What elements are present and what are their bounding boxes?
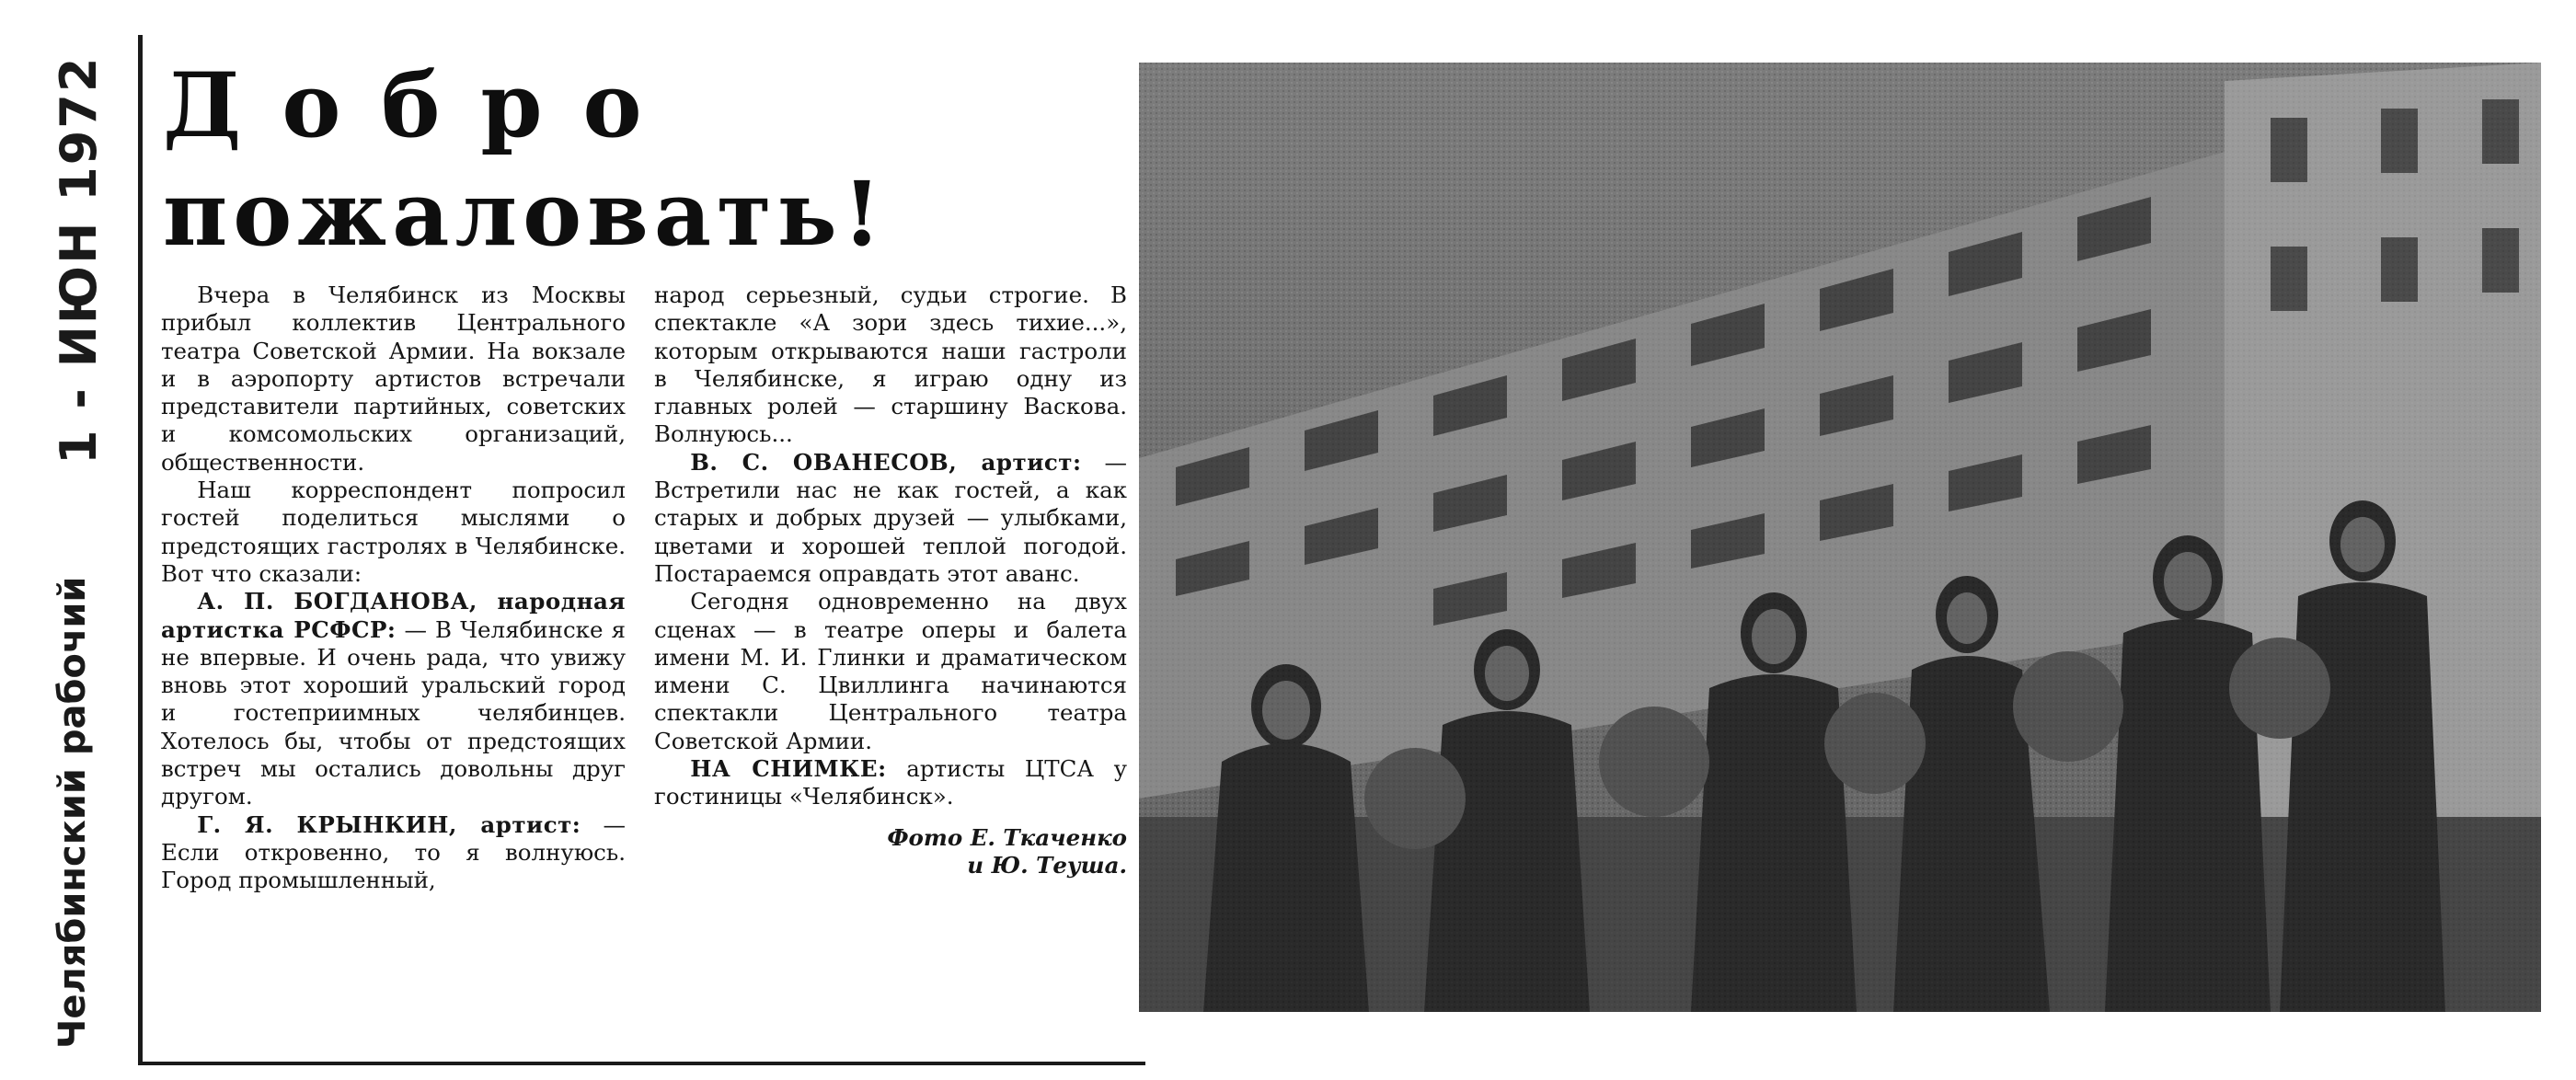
stamp-newspaper-name: Челябинский рабочий — [52, 576, 94, 1049]
caption-text: артисты ЦТСА у гостиницы «Челябинск». — [654, 755, 1127, 810]
quote-ovanesov — [654, 449, 1127, 588]
caption-label: НА СНИМКЕ: — [690, 755, 887, 783]
photo-credit — [654, 824, 1127, 880]
quote-bogdanova — [161, 588, 626, 810]
article-column-2 — [654, 281, 1127, 879]
speech-krynkin-continued: народ серьезный, судьи строгие. В спектакле «А зори здесь тихие...», которым открываются наши гастроли в Челябинске, я играю одну из главных ролей — старшину Васкова. Волнуюсь... — [654, 281, 1127, 448]
correspondent-paragraph: Наш корреспондент попросил гостей поделиться мыслями о предстоящих гастролях в Челябинске. Вот что сказали: — [161, 477, 626, 587]
performances-paragraph: Сегодня одновременно на двух сценах — в театре оперы и балета имени М. И. Глинки и драматическом имени С. Цвиллинга начинаются спектакли Центрального театра Советской Армии. — [654, 588, 1127, 754]
credit-line-2: и Ю. Теуша. — [967, 851, 1127, 879]
speaker-bogdanova: А. П. БОГДАНОВА, народная артистка РСФСР: — [161, 588, 626, 643]
headline-line-2: пожаловать! — [163, 162, 887, 266]
photograph-artists-at-hotel — [1139, 63, 2541, 1012]
article-column-1 — [161, 281, 626, 895]
archive-stamp — [37, 55, 129, 1049]
headline-line-1: Добро — [163, 53, 683, 157]
quote-krynkin — [161, 811, 626, 895]
headline — [163, 52, 1138, 269]
stamp-date: 1 - ИЮН 1972 — [50, 55, 108, 465]
speech-ovanesov: — Встретили нас не как гостей, а как старых и добрых друзей — улыбками, цветами и хорошей теплой погодой. Постараемся оправдать этот аванс. — [654, 448, 1127, 587]
speech-krynkin-start: — Если откровенно, то я волнуюсь. Город промышленный, — [161, 810, 626, 894]
speech-bogdanova: — В Челябинске я не впервые. И очень рада, что увижу вновь этот хороший уральский город и гостеприимных челябинцев. Хотелось бы, чтобы от предстоящих встреч мы остались довольны друг другом. — [161, 615, 626, 810]
intro-paragraph: Вчера в Челябинск из Москвы прибыл коллектив Центрального театра Советской Армии. На вокзале и в аэропорту артистов встречали представители партийных, советских и комсомольских организаций, общественности. — [161, 281, 626, 476]
article-clipping — [138, 35, 1145, 1065]
photo-illustration — [1139, 63, 2541, 1012]
credit-line-1: Фото Е. Ткаченко — [887, 823, 1127, 851]
photo-caption — [654, 755, 1127, 811]
speaker-ovanesov: В. С. ОВАНЕСОВ, артист: — [690, 448, 1082, 476]
speaker-krynkin: Г. Я. КРЫНКИН, артист: — [197, 810, 581, 838]
